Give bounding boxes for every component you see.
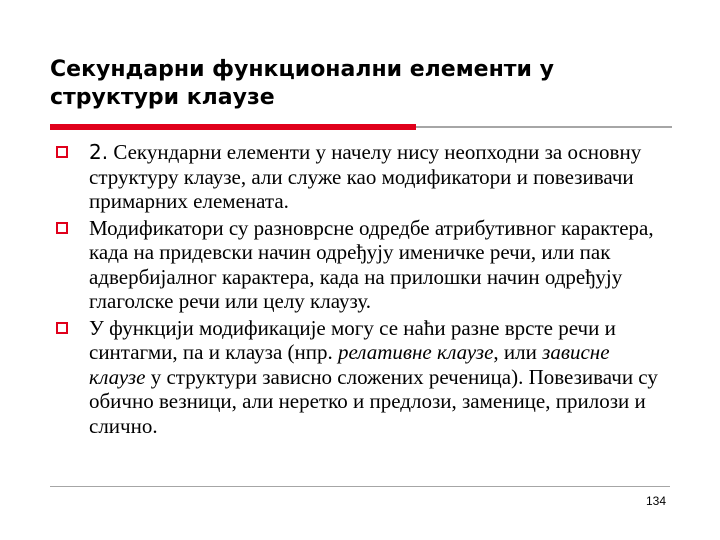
bullet-italic-term: зависне клаузе bbox=[89, 340, 610, 389]
bullet-text: Модификатори су разноврсне одредбе атрибутивног карактера, када на придевски начин одређују именичке речи, или пак адвербијалног карактера, када на прилошки начин одређују глаголске речи или целу клаузу. bbox=[89, 215, 654, 313]
bullet-italic-term: релативне клаузе bbox=[338, 340, 494, 364]
bullet-item-2 bbox=[54, 216, 670, 314]
page-number: 134 bbox=[645, 494, 666, 508]
slide-title: Секундарни функционални елементи у структури клаузе bbox=[50, 57, 554, 110]
bullet-number: 2. bbox=[89, 140, 109, 164]
title-accent-rule bbox=[50, 124, 416, 130]
hollow-square-icon bbox=[56, 222, 68, 234]
bullet-item-3 bbox=[54, 316, 670, 439]
bullet-text-part: , или bbox=[493, 340, 543, 364]
bullet-list bbox=[54, 140, 670, 440]
bullet-item-1 bbox=[54, 140, 670, 214]
hollow-square-icon bbox=[56, 146, 68, 158]
bullet-text-part: У функцији модификације могу се наћи разне врсте речи и синтагми, па и клауза (нпр. bbox=[89, 315, 616, 364]
title-grey-rule bbox=[416, 126, 672, 128]
footer-rule bbox=[50, 486, 670, 487]
hollow-square-icon bbox=[56, 322, 68, 334]
bullet-text: Секундарни елементи у начелу нису неопходни за основну структуру клаузе, али служе као модификатори и повезивачи примарних елемената. bbox=[89, 140, 642, 213]
bullet-text-part: у структури зависно сложених реченица). Повезивачи су обично везници, али неретко и предлози, заменице, прилози и слично. bbox=[89, 364, 658, 438]
